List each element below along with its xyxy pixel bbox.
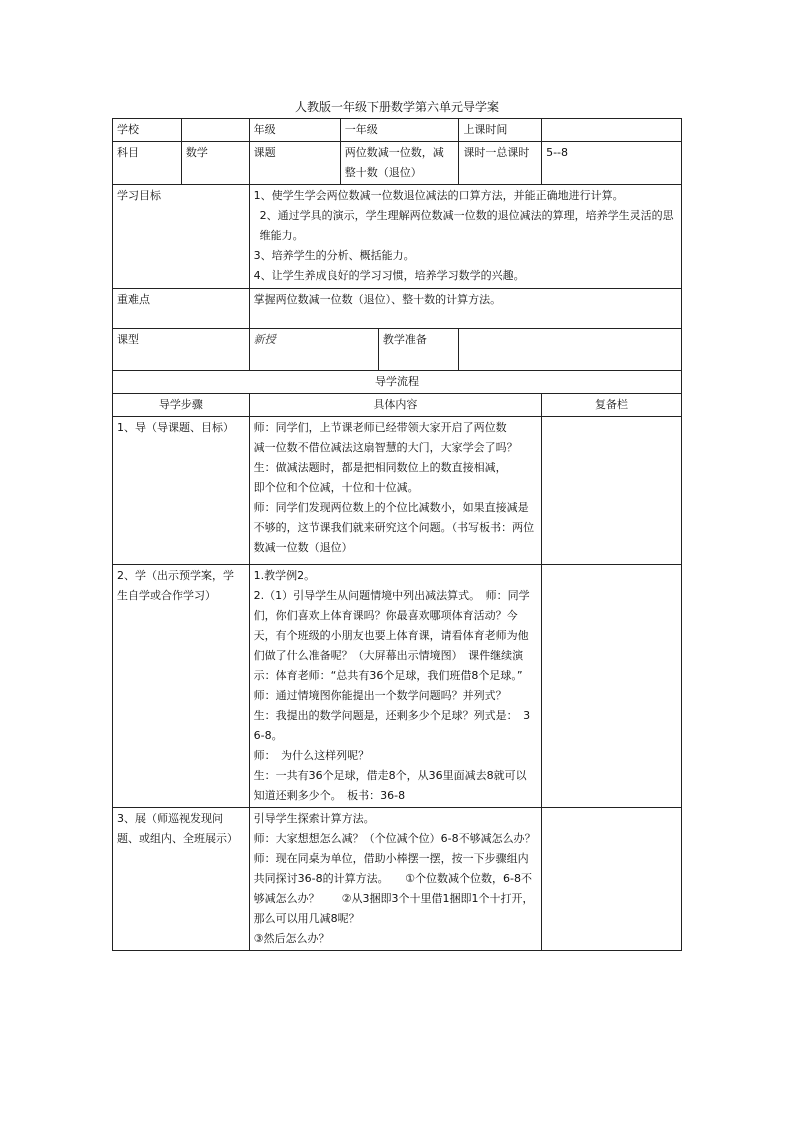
- period-label: 课时一总课时: [459, 142, 542, 185]
- step-content: [249, 808, 541, 951]
- step-content: [249, 565, 541, 808]
- prep-value: [459, 329, 682, 371]
- content-line: 师： 为什么这样列呢？: [253, 749, 370, 762]
- lesson-type-value: 新授: [249, 329, 378, 371]
- objectives-row: [113, 185, 682, 289]
- flow-title-row: [113, 371, 682, 394]
- subject-value: 数学: [181, 142, 249, 185]
- key-points-label: 重难点: [113, 289, 250, 329]
- content-line: 师：通过情境图你能提出一个数学问题吗？并列式？: [253, 689, 507, 702]
- objectives-content: [249, 185, 681, 289]
- content-line: 1.教学例2。: [253, 569, 316, 582]
- col-steps: 导学步骤: [113, 394, 250, 417]
- content-line: 引导学生探索计算方法。: [253, 812, 375, 825]
- step-name: 2、学（出示预学案，学生自学或合作学习）: [113, 565, 250, 808]
- content-line: 减一位数不借位减法这扇智慧的大门，大家学会了吗？: [253, 441, 518, 454]
- grade-value: 一年级: [340, 119, 459, 142]
- topic-label: 课题: [249, 142, 340, 185]
- step-row-1: [113, 417, 682, 565]
- header-row-2: [113, 142, 682, 185]
- col-content: 具体内容: [249, 394, 541, 417]
- content-line: 生：做减法题时，都是把相同数位上的数直接相减，: [253, 461, 507, 474]
- lesson-plan-table: [112, 118, 682, 951]
- content-line: 即个位和个位减，十位和十位减。: [253, 481, 419, 494]
- flow-header-row: [113, 394, 682, 417]
- step-notes: [542, 417, 682, 565]
- step-notes: [542, 808, 682, 951]
- col-notes: 复备栏: [542, 394, 682, 417]
- prep-label: 教学准备: [378, 329, 459, 371]
- step-notes: [542, 565, 682, 808]
- content-line: ③然后怎么办？: [253, 932, 330, 945]
- school-value: [181, 119, 249, 142]
- step-name: 1、导（导课题、目标）: [113, 417, 250, 565]
- flow-title: 导学流程: [113, 371, 682, 394]
- step-content: [249, 417, 541, 565]
- lesson-type-label: 课型: [113, 329, 250, 371]
- subject-label: 科目: [113, 142, 182, 185]
- header-row-1: [113, 119, 682, 142]
- key-points-value: 掌握两位数减一位数（退位）、整十数的计算方法。: [249, 289, 681, 329]
- content-line: 师：现在同桌为单位，借助小棒摆一摆，按一下步骤组内共同探讨36-8的计算方法。 ①个位数减个位数，6-8不够减怎么办？ ②从3捆即3个十里借1捆即1个十打开，那么可以用几减8呢？: [253, 852, 534, 925]
- step-row-2: [113, 565, 682, 808]
- content-line: 2.（1）引导学生从问题情境中列出减法算式。 师：同学们，你们喜欢上体育课吗？你最喜欢哪项体育活动？今天，有个班级的小朋友也要上体育课，请看体育老师为他们做了什么准备呢？（大屏幕出示情境图） 课件继续演示：体育老师：“总共有36个足球，我们班借8个足球。”: [253, 589, 530, 682]
- content-line: 师：同学们，上节课老师已经带领大家开启了两位数: [253, 421, 507, 434]
- class-time-value: [542, 119, 682, 142]
- content-line: 师：同学们发现两位数上的个位比减数小，如果直接减是不够的，这节课我们就来研究这个问题。（书写板书：两位数减一位数（退位）: [253, 501, 535, 554]
- objective-item: 4、让学生养成良好的学习习惯，培养学习数学的兴趣。: [253, 269, 525, 282]
- content-line: 生：我提出的数学问题是，还剩多少个足球？列式是： 36-8。: [253, 709, 531, 742]
- step-row-3: [113, 808, 682, 951]
- content-line: 师：大家想想怎么减？（个位减个位）6-8不够减怎么办？: [253, 832, 536, 845]
- lesson-type-row: [113, 329, 682, 371]
- key-points-row: [113, 289, 682, 329]
- content-line: 生：一共有36个足球，借走8个，从36里面减去8就可以知道还剩多少个。 板书：36-8: [253, 769, 527, 802]
- objectives-label: 学习目标: [113, 185, 250, 289]
- step-name: 3、展（师巡视发现问题、或组内、全班展示）: [113, 808, 250, 951]
- objective-item: 2、通过学具的演示，学生理解两位数减一位数的退位减法的算理，培养学生灵活的思维能力。: [259, 209, 674, 242]
- page-title: 人教版一年级下册数学第六单元导学案: [294, 100, 499, 114]
- period-value: 5--8: [542, 142, 682, 185]
- class-time-label: 上课时间: [459, 119, 542, 142]
- objective-item: 3、培养学生的分析、概括能力。: [253, 249, 415, 262]
- grade-label: 年级: [249, 119, 340, 142]
- topic-value: 两位数减一位数，减整十数（退位）: [340, 142, 459, 185]
- objective-item: 1、使学生学会两位数减一位数退位减法的口算方法，并能正确地进行计算。: [253, 189, 624, 202]
- school-label: 学校: [113, 119, 182, 142]
